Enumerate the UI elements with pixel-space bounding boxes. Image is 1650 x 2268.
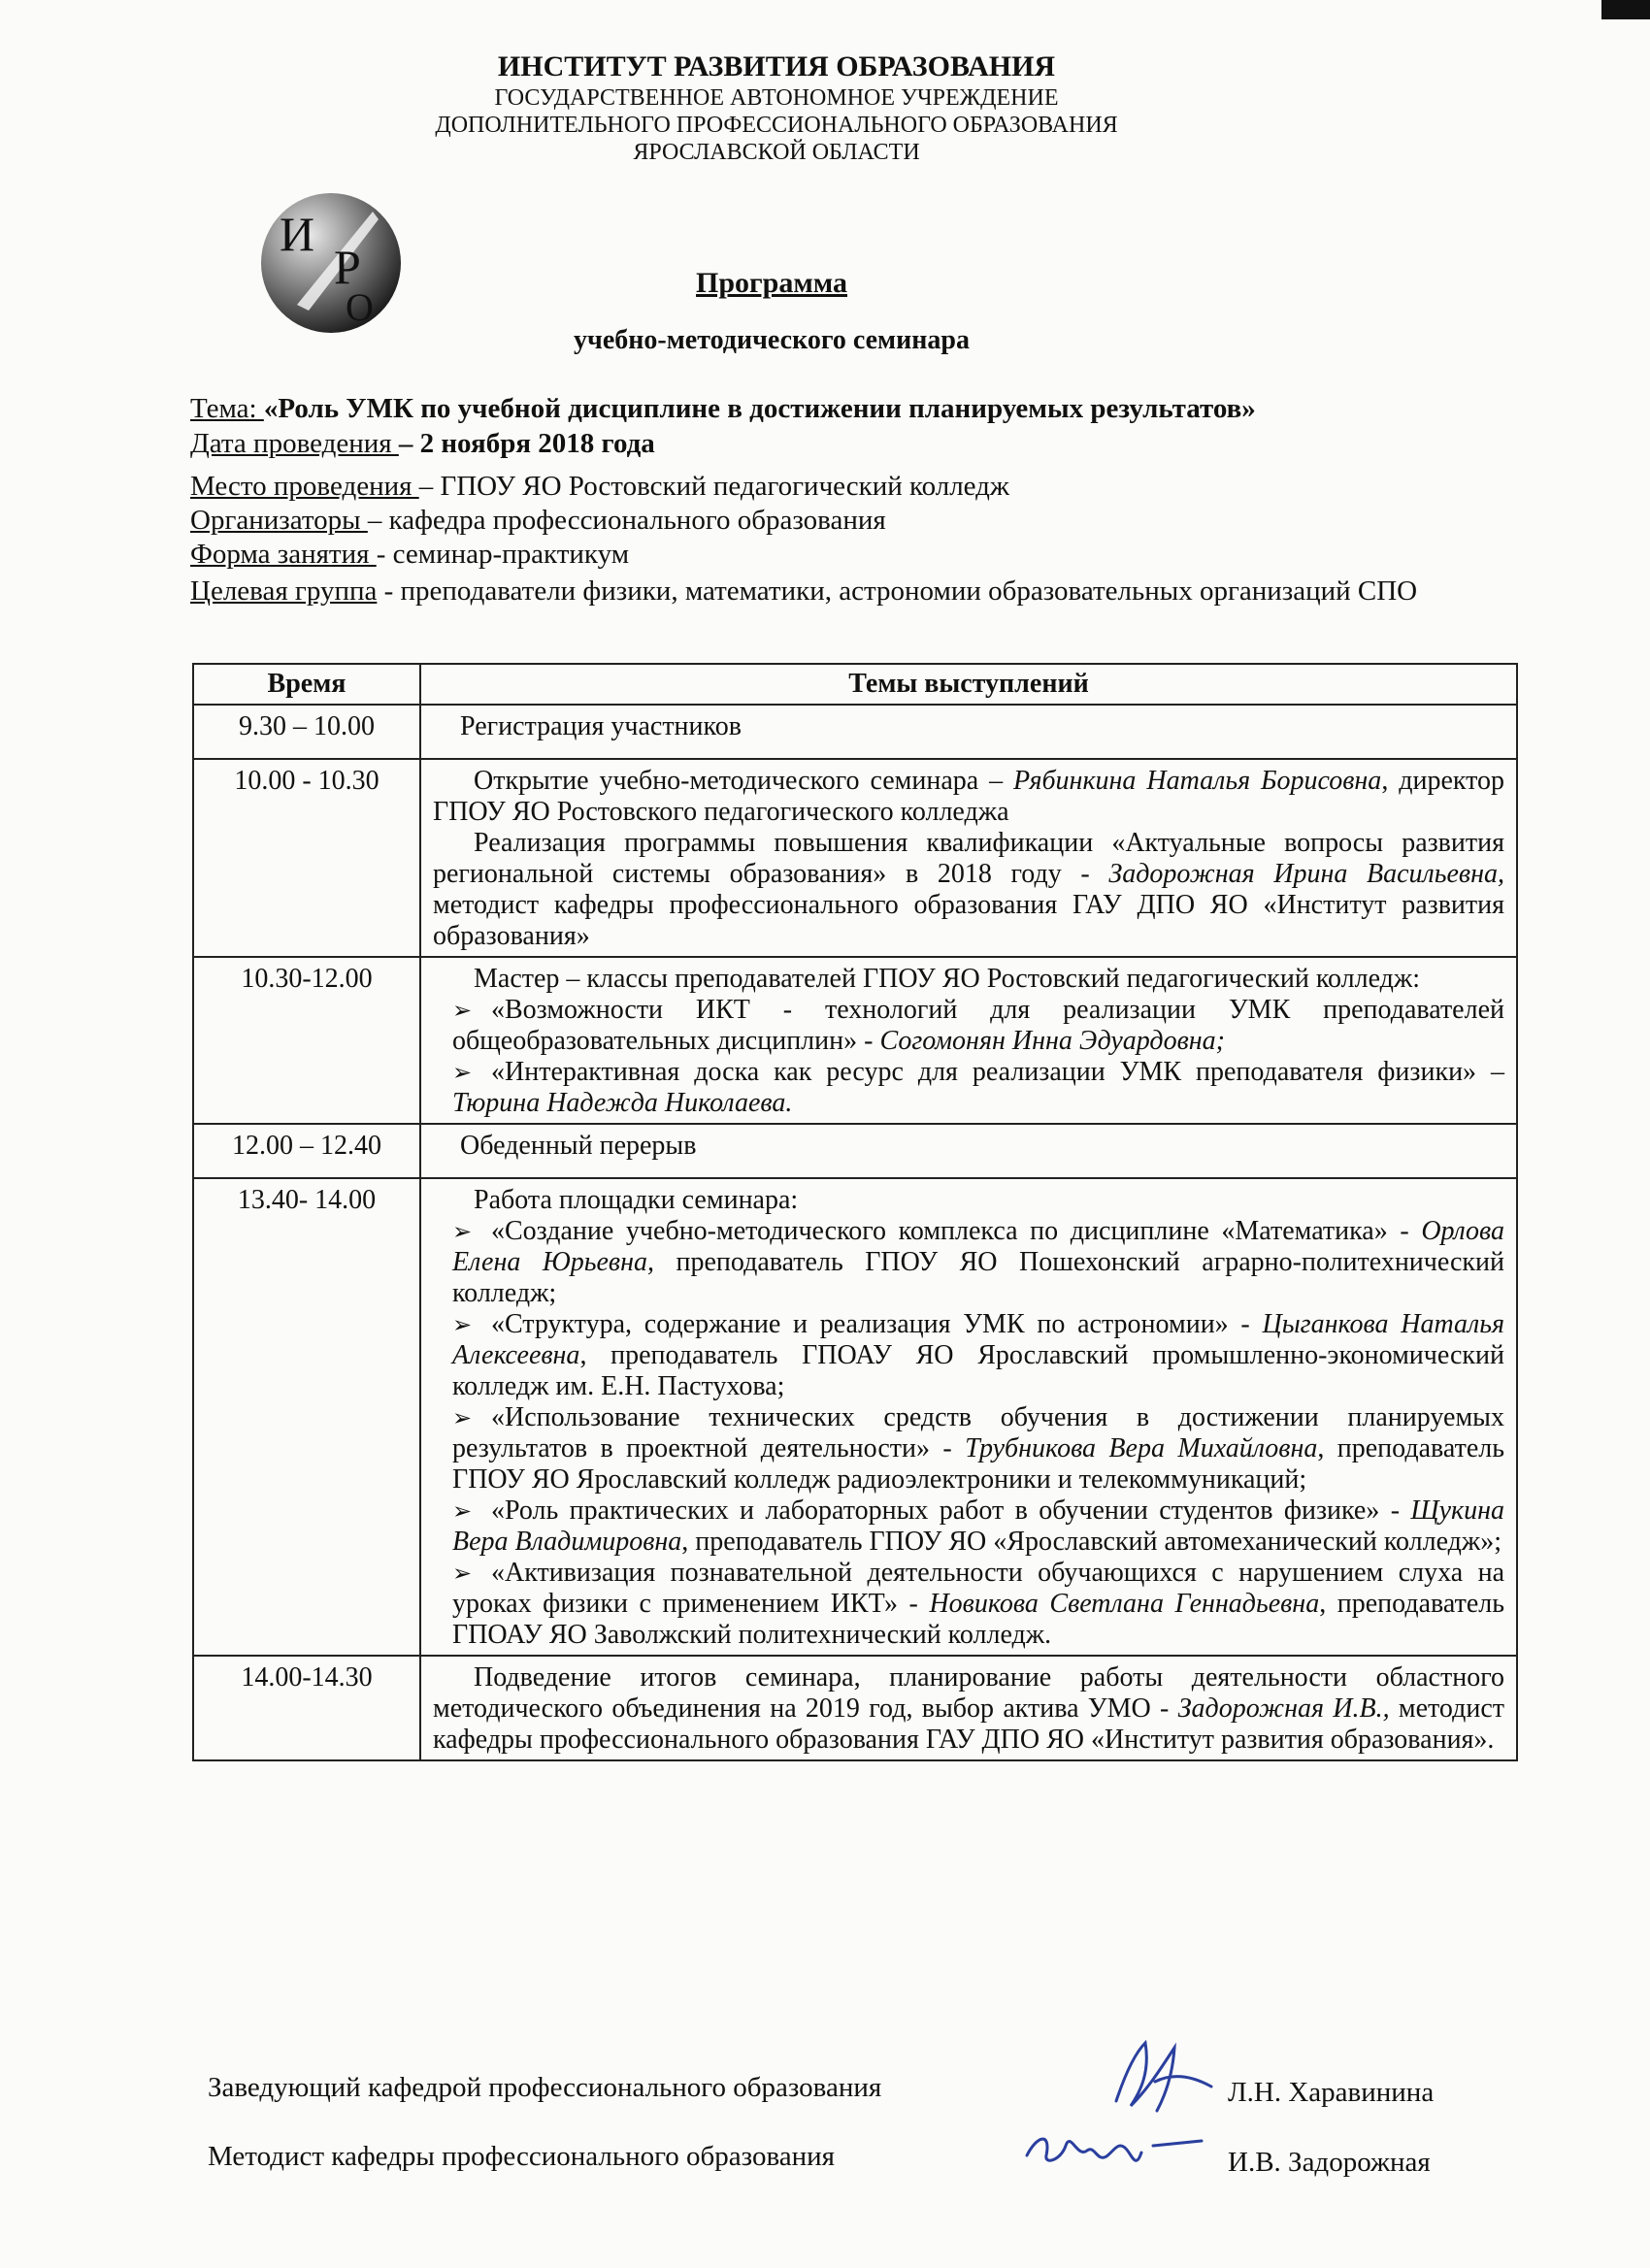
time-column-header: Время [193,664,420,705]
table-row [193,759,1517,957]
speaker-name: Рябинкина Наталья Борисовна [1013,766,1382,796]
masterclass-intro: Мастер – классы преподавателей ГПОУ ЯО Ростовский педагогический колледж: [474,964,1421,994]
row-topics [420,957,1517,1124]
arrow-bullet-icon: ➢ [452,1218,473,1245]
logo-letter-i: И [280,207,315,261]
row-time: 12.00 – 12.40 [193,1124,420,1178]
program-subtitle: учебно-методического семинара [574,325,970,355]
row-topics [420,1178,1517,1656]
list-item: ➢ «Интерактивная доска как ресурс для реализации УМК преподавателя физики» – Тюрина Надежда Николаева. [452,1057,1504,1118]
institution-region: ЯРОСЛАВСКОЙ ОБЛАСТИ [633,140,920,165]
speaker-name: Орлова Елена Юрьевна, [452,1216,1504,1277]
arrow-bullet-icon: ➢ [452,1404,473,1431]
signatory-position-2: Методист кафедры профессионального образования [208,2141,836,2172]
organizers-row [190,504,1486,537]
list-item: ➢ «Создание учебно-методического комплекса по дисциплине «Математика» - Орлова Елена Юрьевна, преподаватель ГПОУ ЯО Пошехонский аграрно-политехнический колледж; [452,1216,1504,1308]
arrow-bullet-icon: ➢ [452,997,473,1024]
logo-letter-o: О [346,285,374,329]
arrow-bullet-icon: ➢ [452,1311,473,1338]
speaker-name: Согомонян Инна Эдуардовна; [879,1026,1225,1056]
row-time: 13.40- 14.00 [193,1178,420,1656]
form-value: - семинар-практикум [376,539,630,570]
form-label: Форма занятия [190,539,377,570]
summary-paragraph: Подведение итогов семинара, планирование работы деятельности областного методического объединения на 2019 год, выбор актива УМО - Задорожная И.В., методист кафедры профессионального образования ГАУ ДПО ЯО «Институт развития образования». [433,1662,1505,1755]
target-group-row [190,575,1486,608]
list-item: ➢ «Использование технических средств обучения в достижении планируемых результатов в проектной деятельности» - Трубникова Вера Михайловна, преподаватель ГПОУ ЯО Ярославский колледж радиоэлектроники и телекоммуникаций; [452,1402,1504,1495]
signatory-name-1: Л.Н. Харавинина [1228,2077,1435,2108]
place-label: Место проведения [190,471,419,502]
row-time: 9.30 – 10.00 [193,705,420,759]
table-header-row [193,664,1517,705]
workshop-intro: Работа площадки семинара: [474,1185,799,1215]
organizers-label: Организаторы [190,505,368,536]
organizers-value: – кафедра профессионального образования [367,505,886,536]
table-row [193,705,1517,759]
list-item: ➢ «Структура, содержание и реализация УМК по астрономии» - Цыганкова Наталья Алексеевна, преподаватель ГПОАУ ЯО Ярославский промышленно-экономический колледж им. Е.Н. Пастухова; [452,1309,1504,1401]
row-topics [420,1656,1517,1760]
table-row [193,1124,1517,1178]
signatory-name-2: И.В. Задорожная [1228,2147,1431,2178]
list-item: ➢ «Возможности ИКТ - технологий для реализации УМК преподавателей общеобразовательных дисциплин» - Согомонян Инна Эдуардовна; [452,995,1504,1056]
table-row [193,1178,1517,1656]
row-time: 14.00-14.30 [193,1656,420,1760]
topic-label: Тема: [190,393,264,424]
speaker-name: Щукина Вера Владимировна [452,1496,1504,1557]
speaker-name: Задорожная Ирина Васильевна, [1108,859,1504,889]
table-row [193,957,1517,1124]
table-row [193,1656,1517,1760]
form-row [190,538,1486,571]
row-topics [420,1124,1517,1178]
lunch-text: Обеденный перерыв [460,1131,697,1161]
speaker-name: Трубникова Вера Михайловна [965,1433,1318,1463]
topics-column-header: Темы выступлений [420,664,1517,705]
program-paragraph: Реализация программы повышения квалификации «Актуальные вопросы развития региональной системы образования» в 2018 году - Задорожная Ирина Васильевна, методист кафедры профессионального образования ГАУ ДПО ЯО «Институт развития образования» [433,828,1504,951]
arrow-bullet-icon: ➢ [452,1059,473,1086]
scan-corner-mark [1601,0,1650,19]
institution-type: ГОСУДАРСТВЕННОЕ АВТОНОМНОЕ УЧРЕЖДЕНИЕ [494,85,1059,111]
row-time: 10.00 - 10.30 [193,759,420,957]
list-item: ➢ «Активизация познавательной деятельности обучающихся с нарушением слуха на уроках физики с применением ИКТ» - Новикова Светлана Геннадьевна, преподаватель ГПОАУ ЯО Заволжский политехнический колледж. [452,1558,1504,1650]
place-value: – ГПОУ ЯО Ростовский педагогический колледж [418,471,1009,502]
place-row [190,470,1486,503]
date-label: Дата проведения [190,428,399,459]
arrow-bullet-icon: ➢ [452,1560,473,1587]
topic-value: «Роль УМК по учебной дисциплине в достижении планируемых результатов» [263,393,1256,424]
institution-type-2: ДОПОЛНИТЕЛЬНОГО ПРОФЕССИОНАЛЬНОГО ОБРАЗОВАНИЯ [435,113,1118,138]
speaker-name: Новикова Светлана Геннадьевна [929,1589,1320,1619]
row-topics [420,705,1517,759]
speaker-name: Тюрина Надежда Николаева. [452,1088,793,1118]
target-label: Целевая группа [190,575,378,607]
registration-text: Регистрация участников [460,711,742,741]
arrow-bullet-icon: ➢ [452,1497,473,1525]
target-value: - преподаватели физики, математики, астрономии образовательных организаций СПО [377,575,1418,607]
institute-name: ИНСТИТУТ РАЗВИТИЯ ОБРАЗОВАНИЯ [497,50,1056,82]
row-time: 10.30-12.00 [193,957,420,1124]
row-topics [420,759,1517,957]
schedule-table [192,663,1518,1761]
opening-paragraph: Открытие учебно-методического семинара – Рябинкина Наталья Борисовна, директор ГПОУ ЯО Ростовского педагогического колледжа [433,766,1504,827]
speaker-name: Цыганкова Наталья Алексеевна [452,1309,1504,1370]
iro-logo-icon [258,190,404,336]
date-value: – 2 ноября 2018 года [398,428,655,459]
list-item: ➢ «Роль практических и лабораторных работ в обучении студентов физике» - Щукина Вера Владимировна, преподаватель ГПОУ ЯО «Ярославский автомеханический колледж»; [452,1496,1504,1557]
signatory-position-1: Заведующий кафедрой профессионального образования [208,2072,882,2103]
date-row [190,427,1486,460]
logo-letter-r: Р [334,240,361,294]
program-title: Программа [696,267,847,299]
speaker-name: Задорожная И.В., [1177,1693,1390,1724]
topic-row [190,392,1486,425]
handwritten-signature-2 [1017,2102,1211,2180]
